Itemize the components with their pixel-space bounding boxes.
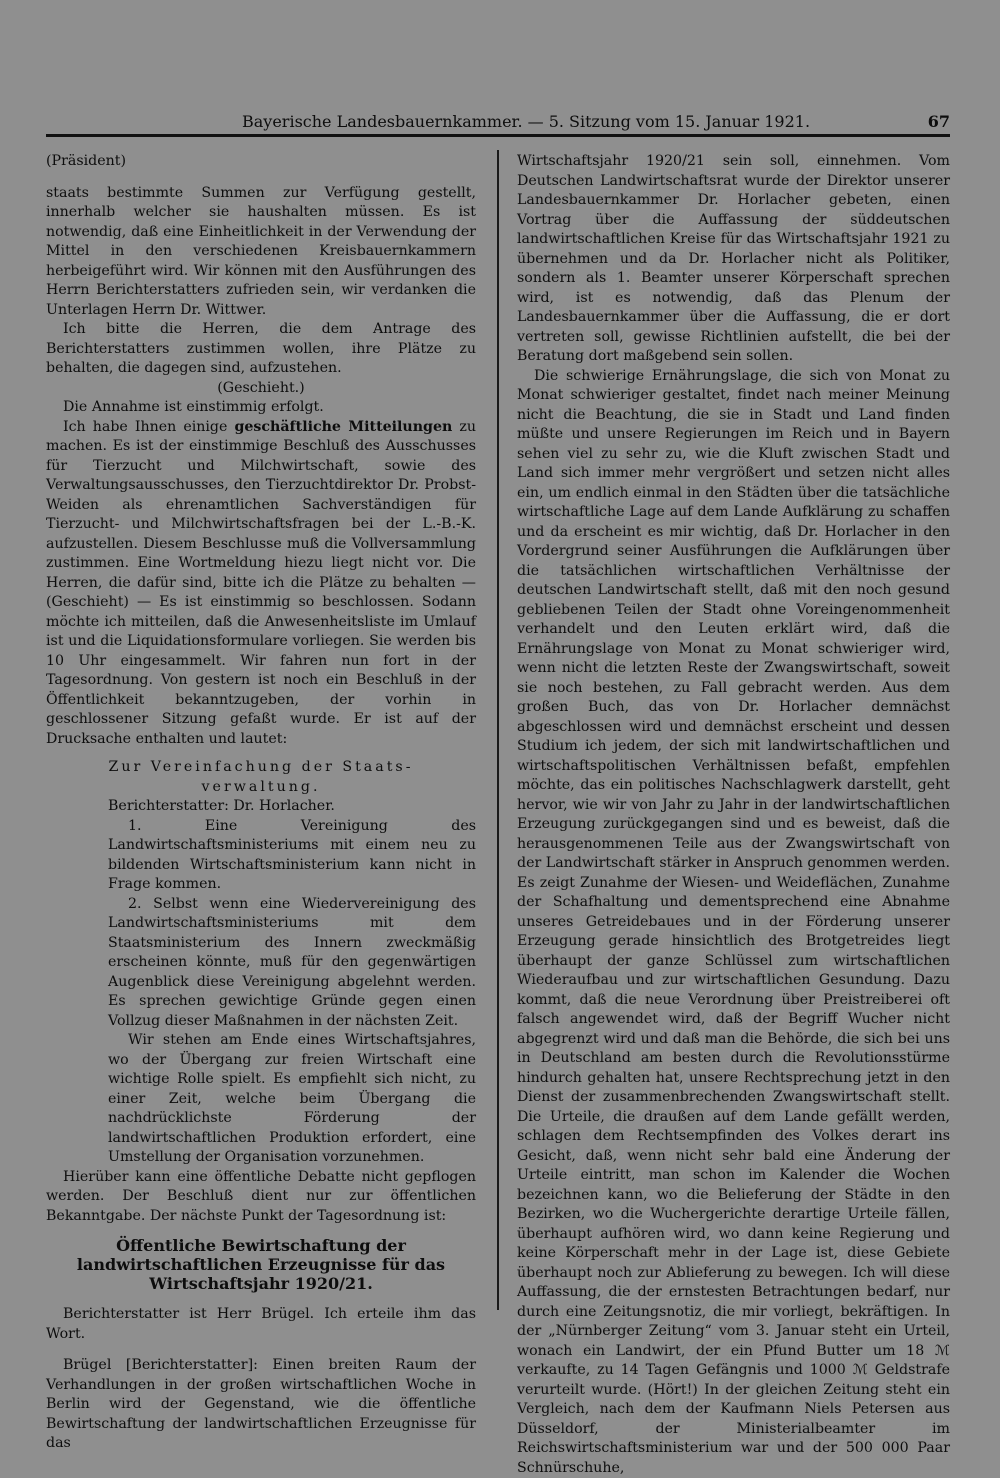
paragraph-speaker-bruegel: Brügel [Berichterstatter]: Einen breiten Raum der Verhandlungen in der großen wirtschaftlichen Woche in Berlin wird der Gegenstand, wie die öffentliche Bewirtschaftung der landwirtschaftlichen Erzeugnisse für das: [46, 1356, 476, 1454]
text-run: zu machen. Es ist der einstimmige Beschluß des Ausschusses für Tierzucht und Milchwirtschaft, sowie des Verwaltungsausschusses, den Tierzuchtdirektor Dr. Probst-Weiden als ehrenamtlichen Sachverständigen für Tierzucht- und Milchwirtschaftsfragen bei der L.-B.-K. aufzustellen. Diesem Beschlusse muß die Vollversammlung zustimmen. Eine Wortmeldung hiezu liegt nicht vor. Die Herren, die dafür sind, bitte ich die Plätze zu behalten — (Geschieht) — Es ist einstimmig so beschlossen. Sodann möchte ich mitteilen, daß die Anwesenheitsliste im Umlauf ist und die Liquidationsformulare vorliegen. Sie werden bis 10 Uhr eingesammelt. Wir fahren nun fort in der Tagesordnung. Von gestern ist noch ein Beschluß in der Öffentlichkeit bekanntzugeben, der vorhin in geschlossener Sitzung gefaßt wurde. Er ist auf der Drucksache enthalten und lautet:: [46, 419, 476, 747]
page-number: 67: [928, 112, 950, 131]
left-column: [46, 152, 476, 1454]
right-column: [517, 152, 950, 1478]
header-title: Bayerische Landesbauernkammer. — 5. Sitzung vom 15. Januar 1921.: [242, 112, 810, 131]
running-header: [46, 108, 950, 132]
paragraph: Berichterstatter ist Herr Brügel. Ich erteile ihm das Wort.: [46, 1305, 476, 1344]
agenda-heading: Öffentliche Bewirtschaftung der landwirtschaftlichen Erzeugnisse für das Wirtschaftsjahr 1920/21.: [46, 1236, 476, 1293]
column-divider: [497, 150, 499, 1310]
motion-title-line-2: verwaltung.: [46, 778, 476, 798]
motion-item-2: 2. Selbst wenn eine Wiedervereinigung des Landwirtschaftsministeriums mit dem Staatsministerium des Innern zweckmäßig erscheinen könnte, muß für den gegenwärtigen Augenblick diese Vereinigung abgelehnt werden. Es sprechen gewichtige Gründe gegen einen Vollzug dieser Maßnahmen in der nächsten Zeit.: [108, 895, 476, 1032]
header-rule: [46, 134, 950, 137]
paragraph: staats bestimmte Summen zur Verfügung gestellt, innerhalb welcher sie haushalten müssen. Es ist notwendig, daß eine Einheitlichkeit in der Verwendung der Mittel in den verschiedenen Kreisbauernkammern herbeigeführt wird. Wir können mit den Ausführungen des Herrn Berichterstatters zufrieden sein, wir verdanken die Unterlagen Herrn Dr. Wittwer.: [46, 184, 476, 321]
motion-item-3: Wir stehen am Ende eines Wirtschaftsjahres, wo der Übergang zur freien Wirtschaft eine wichtige Rolle spielt. Es empfiehlt sich nicht, zu einer Zeit, welche beim Übergang die nachdrücklichste Förderung der landwirtschaftlichen Produktion erfordert, eine Umstellung der Organisation vorzunehmen.: [108, 1031, 476, 1168]
motion-title-line-1: Zur Vereinfachung der Staats-: [46, 758, 476, 778]
speaker-label: (Präsident): [46, 152, 476, 172]
reporter-line: Berichterstatter: Dr. Horlacher.: [91, 797, 476, 817]
paragraph: Hierüber kann eine öffentliche Debatte nicht gepflogen werden. Der Beschluß dient nur zur öffentlichen Bekanntgabe. Der nächste Punkt der Tagesordnung ist:: [46, 1168, 476, 1227]
stage-direction: (Geschieht.): [46, 379, 476, 399]
paragraph-announcements: [46, 418, 476, 750]
bold-phrase: geschäftliche Mitteilungen: [234, 419, 452, 435]
paragraph: Die schwierige Ernährungslage, die sich von Monat zu Monat schwieriger gestaltet, findet nach meiner Meinung nicht die Beachtung, die sie in Stadt und Land finden müßte und unsere Regierungen im Reich und in Bayern sehen viel zu sehr zu, wie die Kluft zwischen Stadt und Land sich immer mehr vergrößert und setzen nicht alles ein, um endlich einmal in den Städten über die tatsächliche wirtschaftliche Lage auf dem Lande Aufklärung zu schaffen und da erscheint es mir wichtig, daß Dr. Horlacher in den Vordergrund seiner Ausführungen die Aufklärungen über die tatsächlichen wirtschaftlichen Verhältnisse der deutschen Landwirtschaft stellt, daß mit den noch gesund gebliebenen Teilen der Stadt ohne Voreingenommenheit verhandelt und den Leuten erklärt wird, daß die Ernährungslage von Monat zu Monat schwieriger wird, wenn nicht die letzten Reste der Zwangswirtschaft, soweit sie noch bestehen, zu Fall gebracht werden. Aus dem großen Buch, das von Dr. Horlacher demnächst abgeschlossen wird und demnächst erscheint und dessen Studium ich jedem, der sich mit landwirtschaftlichen und wirtschaftspolitischen Verhältnissen befaßt, empfehlen möchte, das ein politisches Nachschlagwerk darstellt, geht hervor, wie wir von Jahr zu Jahr in der landwirtschaftlichen Erzeugung zurückgegangen sind und es beweist, daß die herausgenommenen Teile aus der Zwangswirtschaft von der Landwirtschaft stärker in Anspruch genommen werden. Es zeigt Zunahme der Wiesen- und Weideflächen, Zunahme der Schafhaltung und dementsprechend eine Abnahme unseres Getreidebaues und in der Förderung unserer Erzeugung gerade hinsichtlich des Brotgetreides liegt überhaupt der ganze Schlüssel zum wirtschaftlichen Wiederaufbau und zur wirtschaftlichen Gesundung. Dazu kommt, daß die neue Verordnung über Preistreiberei oft falsch angewendet wird, daß der Begriff Wucher nicht abgegrenzt wird und daß man die Behörde, die sich bei uns in Deutschland am besten durch die Revolutionsstürme hindurch gehalten hat, unsere Rechtsprechung jetzt in den Dienst der zusammenbrechenden Zwangswirtschaft stellt. Die Urteile, die draußen auf dem Lande gefällt werden, schlagen dem Rechtsempfinden des Volkes derart ins Gesicht, daß, wenn nicht sehr bald eine Änderung der Urteile eintritt, man schon im Kalender die Wochen bezeichnen kann, wo die Belieferung der Städte in den Bezirken, wo die Wuchergerichte derartige Urteile fällen, überhaupt aufhören wird, wo dann keine Regierung und keine Körperschaft mehr in der Lage ist, diese Gebiete überhaupt noch zur Ablieferung zu bewegen. Ich will diese Auffassung, die der ernstesten Betrachtungen bedarf, nur durch eine Zeitungsnotiz, die mir vorliegt, bekräftigen. In der „Nürnberger Zeitung“ vom 3. Januar steht ein Urteil, wonach ein Landwirt, der ein Pfund Butter um 18 ℳ verkaufte, zu 14 Tagen Gefängnis und 1000 ℳ Geldstrafe verurteilt wurde. (Hört!) In der gleichen Zeitung steht ein Vergleich, nach dem der Kaufmann Niels Petersen aus Düsseldorf, der Ministerialbeamter im Reichswirtschaftsministerium war und der 500 000 Paar Schnürschuhe,: [517, 367, 950, 1478]
motion-item-1: 1. Eine Vereinigung des Landwirtschaftsministeriums mit einem neu zu bildenden Wirtschaftsministerium kann nicht in Frage kommen.: [108, 817, 476, 895]
text-run: Ich habe Ihnen einige: [63, 419, 234, 435]
paragraph: Die Annahme ist einstimmig erfolgt.: [46, 398, 476, 418]
paragraph: Ich bitte die Herren, die dem Antrage des Berichterstatters zustimmen wollen, ihre Plätze zu behalten, die dagegen sind, aufzustehen.: [46, 320, 476, 379]
paragraph: Wirtschaftsjahr 1920/21 sein soll, einnehmen. Vom Deutschen Landwirtschaftsrat wurde der Direktor unserer Landesbauernkammer Dr. Horlacher gebeten, einen Vortrag über die Auffassung der süddeutschen landwirtschaftlichen Kreise für das Wirtschaftsjahr 1921 zu übernehmen und da Dr. Horlacher nicht als Politiker, sondern als 1. Beamter unserer Körperschaft sprechen wird, ist es notwendig, daß das Plenum der Landesbauernkammer über die Auffassung, die er dort vertreten soll, gewisse Richtlinien aufstellt, die bei der Beratung dort maßgebend sein sollen.: [517, 152, 950, 367]
